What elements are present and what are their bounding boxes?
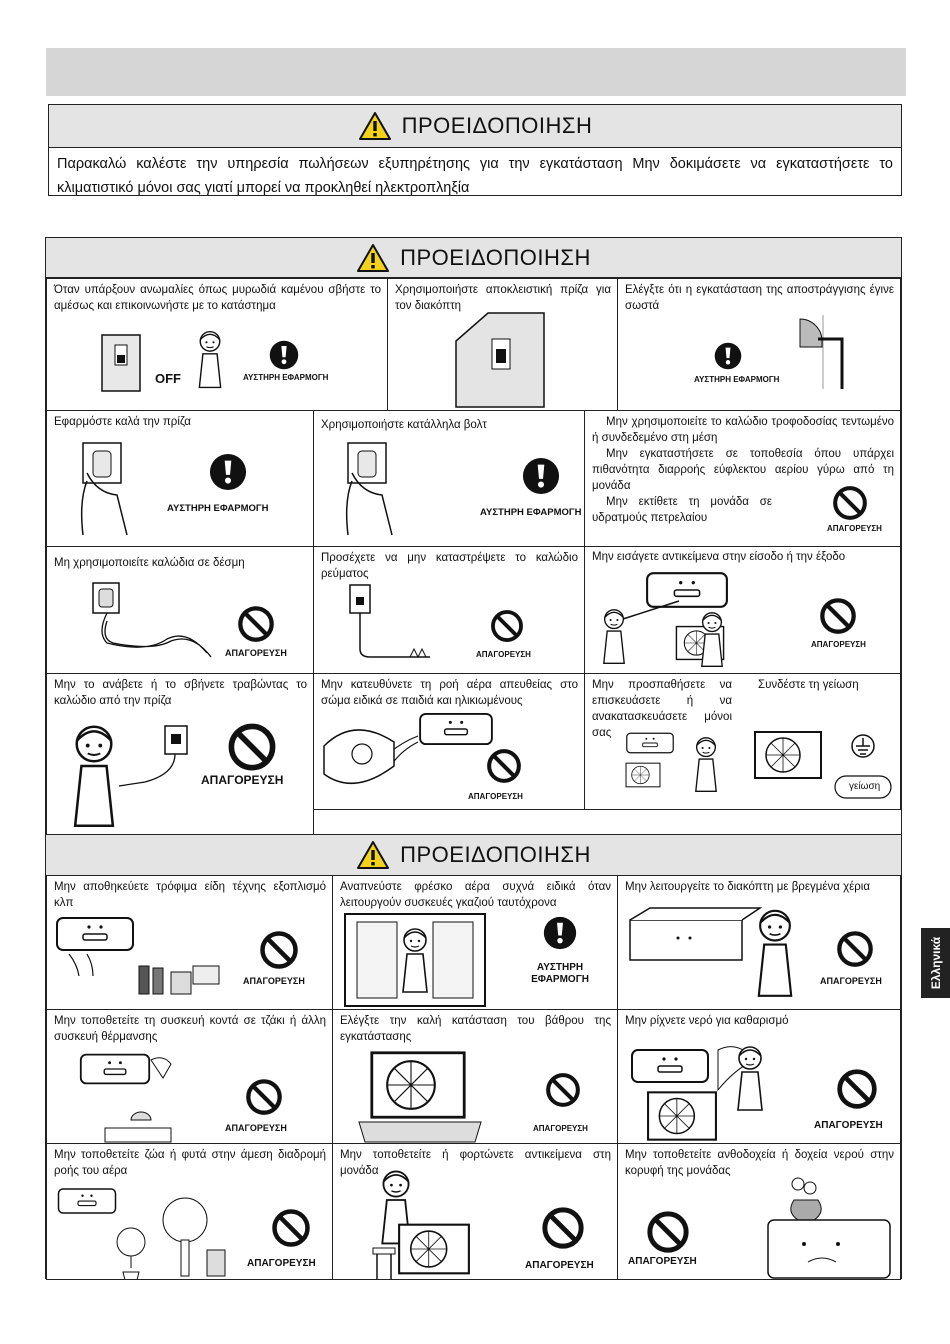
strict-label: ΕΦΑΡΜΟΓΗ xyxy=(531,974,589,985)
prohibited-label: ΑΠΑΓΟΡΕΥΣΗ xyxy=(533,1124,588,1133)
instruction-text: Μη χρησιμοποιείτε καλώδια σε δέσμη xyxy=(54,557,245,569)
instruction-text: Μην εγκαταστήσετε σε τοποθεσία όπου υπάρχει πιθανότητα διαρροής εύφλεκτου αερίου γύρω από τη μονάδα xyxy=(592,448,894,492)
warning-header xyxy=(46,238,901,278)
girl-pulling-cord-illustration xyxy=(47,674,314,837)
instruction-text: Χρησιμοποιήστε αποκλειστική πρίζα για τον διακόπτη xyxy=(395,284,611,312)
instruction-cell-1 xyxy=(46,278,388,411)
wet-hands-illustration xyxy=(618,876,901,1010)
instruction-text: Προσέχετε να μην καταστρέψετε το καλώδιο ρεύματος xyxy=(321,552,578,580)
strict-label: ΑΥΣΤΗΡΗ xyxy=(536,962,584,973)
ground-label: γείωση xyxy=(849,781,881,792)
instruction-cell-18 xyxy=(617,1009,901,1144)
prohibited-label: ΑΠΑΓΟΡΕΥΣΗ xyxy=(225,1123,287,1133)
prohibited-label: ΑΠΑΓΟΡΕΥΣΗ xyxy=(468,792,523,801)
prohibited-label: ΑΠΑΓΟΡΕΥΣΗ xyxy=(525,1260,594,1271)
instruction-text: Μην τοποθετείτε τη συσκευή κοντά σε τζάκι ή άλλη συσκευή θέρμανσης xyxy=(54,1015,326,1043)
instruction-text: Μην προσπαθήσετε να επισκευάσετε ή να ανακατασκευάσετε μόνοι σας xyxy=(592,679,732,739)
instruction-text: Μην λειτουργείτε το διακόπτη με βρεγμένα χέρια xyxy=(625,881,870,893)
prohibited-label: ΑΠΑΓΟΡΕΥΣΗ xyxy=(243,976,305,986)
prohibited-label: ΑΠΑΓΟΡΕΥΣΗ xyxy=(225,648,287,658)
instruction-cell-14 xyxy=(332,875,618,1010)
instruction-cell-12 xyxy=(584,673,901,810)
language-tab xyxy=(921,928,950,998)
instruction-text: Μην το ανάβετε ή το σβήνετε τραβώντας το καλώδιο από την πρίζα xyxy=(54,679,307,707)
instruction-cell-7 xyxy=(46,546,314,674)
strict-label: ΑΥΣΤΗΡΗ ΕΦΑΡΜΟΓΗ xyxy=(694,375,780,384)
instruction-text: Μην ρίχνετε νερό για καθαρισμό xyxy=(625,1015,789,1027)
instruction-cell-17 xyxy=(332,1009,618,1144)
plug-illustration xyxy=(314,411,585,547)
prohibited-label: ΑΠΑΓΟΡΕΥΣΗ xyxy=(820,976,882,986)
socket-illustration xyxy=(388,279,618,411)
instruction-text: Ελέγξτε ότι η εγκατάσταση της αποστράγγισης έγινε σωστά xyxy=(625,284,894,312)
instruction-text: Εφαρμόστε καλά την πρίζα xyxy=(54,416,191,428)
strict-label: ΑΥΣΤΗΡΗ ΕΦΑΡΜΟΓΗ xyxy=(243,373,329,382)
instruction-text: Μην τοποθετείτε ανθοδοχεία ή δοχεία νερού στην κορυφή της μονάδας xyxy=(625,1149,894,1177)
warning-triangle-icon xyxy=(358,111,392,141)
warnings-box xyxy=(45,237,902,1279)
warning-triangle-icon xyxy=(356,243,390,273)
instruction-cell-21 xyxy=(617,1143,901,1280)
instruction-cell-5 xyxy=(313,410,585,547)
prohibited-label: ΑΠΑΓΟΡΕΥΣΗ xyxy=(628,1256,697,1267)
instruction-cell-20 xyxy=(332,1143,618,1280)
notice-text: Παρακαλώ καλέστε την υπηρεσία πωλήσεων εξυπηρέτησης για την εγκατάσταση Μην δοκιμάσετε να εγκαταστήσετε το κλιματιστικό μόνοι σας γιατί μπορεί να προκληθεί ηλεκτροπληξία xyxy=(57,156,893,196)
instruction-text: Όταν υπάρξουν ανωμαλίες όπως μυρωδιά καμένου σβήστε το αμέσως και επικοινωνήστε με το κατάστημα xyxy=(54,284,381,312)
instruction-cell-4 xyxy=(46,410,314,547)
prohibited-icon xyxy=(835,488,865,518)
strict-label: ΑΥΣΤΗΡΗ ΕΦΑΡΜΟΓΗ xyxy=(480,507,582,518)
prohibited-label: ΑΠΑΓΟΡΕΥΣΗ xyxy=(814,1120,883,1131)
instruction-cell-13 xyxy=(46,875,333,1010)
instruction-cell-3 xyxy=(617,278,901,411)
instruction-cell-8 xyxy=(313,546,585,674)
instruction-cell-10 xyxy=(46,673,314,837)
prohibited-label: ΑΠΑΓΟΡΕΥΣΗ xyxy=(811,640,866,649)
header-bar xyxy=(46,48,906,96)
prohibited-label: ΑΠΑΓΟΡΕΥΣΗ xyxy=(201,773,284,787)
instruction-text: Μην χρησιμοποιείτε το καλώδιο τροφοδοσίας τεντωμένο ή συνδεδεμένο στη μέση xyxy=(592,416,894,444)
prohibited-label: ΑΠΑΓΟΡΕΥΣΗ xyxy=(476,650,531,659)
language-tab-label: Ελληνικά xyxy=(929,936,944,990)
warning-title: ΠΡΟΕΙΔΟΠΟΙΗΣΗ xyxy=(401,113,593,138)
airflow-illustration xyxy=(314,674,585,810)
instruction-cell-11 xyxy=(313,673,585,810)
instruction-text: Μην αποθηκεύετε τρόφιμα είδη τέχνης εξοπλισμό κλπ xyxy=(54,881,326,909)
strict-label: ΑΥΣΤΗΡΗ ΕΦΑΡΜΟΓΗ xyxy=(167,503,269,514)
instruction-cell-19 xyxy=(46,1143,333,1280)
illustration xyxy=(47,279,388,411)
instruction-text: Χρησιμοποιήστε κατάλληλα βολτ xyxy=(321,419,487,431)
instruction-text: Μην εισάγετε αντικείμενα στην είσοδο ή την έξοδο xyxy=(592,551,846,563)
prohibited-label: ΑΠΑΓΟΡΕΥΣΗ xyxy=(827,524,882,533)
warning-header xyxy=(49,105,901,148)
children-illustration xyxy=(585,547,901,674)
warning-title: ΠΡΟΕΙΔΟΠΟΙΗΣΗ xyxy=(400,244,591,270)
cable-illustration xyxy=(314,547,585,674)
food-storage-illustration xyxy=(47,876,333,1010)
notice-box xyxy=(48,104,902,196)
instruction-text: Μην τοποθετείτε ή φορτώνετε αντικείμενα στη μονάδα xyxy=(340,1149,611,1177)
off-label: OFF xyxy=(155,371,181,386)
window-illustration xyxy=(333,876,618,1010)
instruction-text: Ελέγξτε την καλή κατάσταση του βάθρου της εγκατάστασης xyxy=(340,1015,611,1043)
warning-triangle-icon xyxy=(356,840,390,870)
instruction-text: Μην εκτίθετε τη μονάδα σε υδρατμούς πετρελαίου xyxy=(592,496,772,524)
drain-illustration xyxy=(618,279,901,411)
instruction-text: Μην κατευθύνετε τη ροή αέρα απευθείας στο σώμα ειδικά σε παιδιά και ηλικιωμένους xyxy=(321,679,578,707)
warning-header xyxy=(46,834,901,876)
plug-illustration xyxy=(47,411,314,547)
warning-title: ΠΡΟΕΙΔΟΠΟΙΗΣΗ xyxy=(400,842,591,867)
prohibited-label: ΑΠΑΓΟΡΕΥΣΗ xyxy=(247,1258,316,1269)
instruction-cell-6 xyxy=(584,410,901,547)
instruction-text: Αναπνεύστε φρέσκο αέρα συχνά ειδικά όταν λειτουργούν συσκευές γκαζιού ταυτόχρονα xyxy=(340,881,611,909)
instruction-cell-16 xyxy=(46,1009,333,1144)
instruction-cell-15 xyxy=(617,875,901,1010)
instruction-cell-2 xyxy=(387,278,618,411)
instruction-cell-9 xyxy=(584,546,901,674)
heater-illustration xyxy=(47,1010,333,1144)
instruction-text: Συνδέστε τη γείωση xyxy=(758,679,859,691)
instruction-text: Μην τοποθετείτε ζώα ή φυτά στην άμεση διαδρομή ροής του αέρα xyxy=(54,1149,326,1177)
